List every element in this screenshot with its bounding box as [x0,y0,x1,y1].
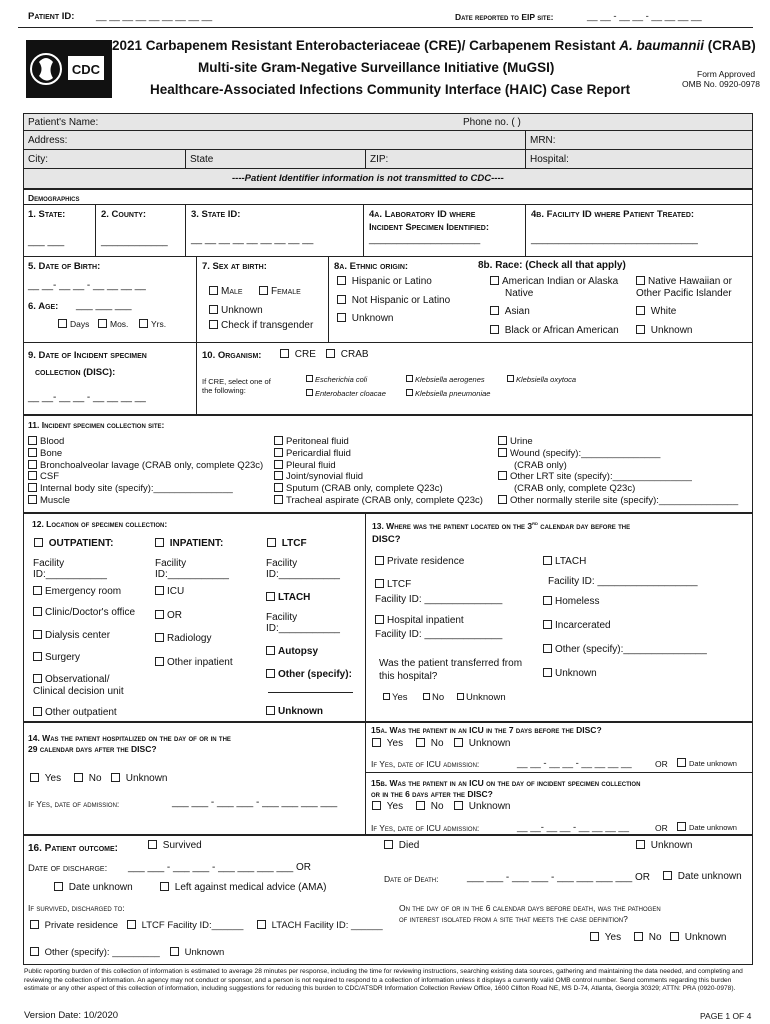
q11-item-label: Tracheal aspirate (CRAB only, complete Q23c) [286,495,483,506]
q11-col2-item[interactable] [274,460,336,471]
q4b-field[interactable]: ______________________________ [531,234,698,245]
checkbox-icon[interactable] [266,706,275,715]
checkbox-icon[interactable] [337,313,346,322]
q11-col2-item[interactable] [274,471,363,482]
checkbox-icon[interactable] [375,579,384,588]
q11-col1-item[interactable] [28,483,233,494]
q15b-unknown[interactable]: Unknown [454,801,510,812]
checkbox-icon[interactable] [155,633,164,642]
checkbox-icon[interactable] [266,669,275,678]
q12-out-facid[interactable]: ID:___________ [33,569,107,580]
q16-death-label: Date of Death: [384,874,439,884]
q16-discharge-field[interactable]: ___ ___ - ___ ___ - ___ ___ ___ ___ [128,862,294,873]
q11-col2-item[interactable] [274,448,351,459]
q12-ltcf[interactable]: LTCF [267,538,307,549]
q12-ltach-facility: Facility [266,612,298,623]
q16-section [23,835,753,965]
checkbox-icon[interactable] [372,738,381,747]
q11-item-label: Bronchoalveolar lavage (CRAB only, complete Q23c) [40,459,264,471]
state-field[interactable]: State [190,154,214,165]
q11-col2-item[interactable] [274,483,443,494]
q16-death-field[interactable]: ___ ___ - ___ ___ - ___ ___ ___ ___ [467,872,633,883]
q4a-field[interactable]: ____________________ [369,234,481,245]
q6-yrs[interactable]: Yrs. [139,319,166,329]
checkbox-icon[interactable] [634,932,643,941]
patient-id-label: Patient ID: [28,11,75,22]
q15a-or: OR [655,759,668,769]
q12-in-facid[interactable]: ID:___________ [155,569,229,580]
q12-autopsy[interactable]: Autopsy [266,646,318,657]
q11-item-label: Other normally sterile site (specify):_______________ [510,495,739,506]
title-line-2: Multi-site Gram-Negative Surveillance Initiative (MuGSI) [198,60,555,75]
q13-ltcf[interactable]: LTCF [375,579,411,590]
q12-otherout[interactable]: Other outpatient [33,707,117,718]
q8a-not-hispanic[interactable]: Not Hispanic or Latino [337,295,450,306]
checkbox-icon[interactable] [670,932,679,941]
checkbox-icon[interactable] [590,932,599,941]
checkbox-icon[interactable] [58,319,67,328]
q14-admission-field[interactable]: ___ ___ - ___ ___ - ___ ___ ___ ___ [172,797,338,808]
q14-admission-label: If Yes, date of admission: [28,799,120,809]
q11-col3-item[interactable] [498,436,533,447]
q13-unk[interactable]: Unknown [457,692,506,703]
q9-disc-field[interactable]: __ __- __ __ - __ __ __ __ [28,392,146,403]
checkbox-icon[interactable] [266,592,275,601]
checkbox-icon[interactable] [406,389,413,396]
checkbox-icon[interactable] [636,276,645,285]
q11-item-label: (CRAB only) [514,459,567,471]
q13-incarcerated[interactable]: Incarcerated [543,620,611,631]
checkbox-icon[interactable] [74,773,83,782]
q15a-dateunk[interactable]: Date unknown [677,758,737,768]
checkbox-icon[interactable] [274,448,283,457]
q13-ltcf-facid[interactable]: Facility ID: ______________ [375,594,503,605]
q12-radiology[interactable]: Radiology [155,633,211,644]
q11-col3-item[interactable] [498,495,738,506]
q12-er[interactable]: Emergency room [33,586,121,597]
q13-ltach-facid[interactable]: Facility ID: __________________ [548,576,698,587]
q10-ecoli[interactable]: Escherichia coli [306,375,367,384]
q14-yes[interactable]: Yes [30,773,61,784]
q11-item-label: Pericardial fluid [286,447,351,459]
checkbox-icon[interactable] [28,495,37,504]
checkbox-icon[interactable] [383,693,390,700]
q16-death-or: OR [635,872,650,883]
q3-stateid-field[interactable]: __ __ __ __ __ __ __ __ __ [191,234,314,245]
checkbox-icon[interactable] [209,286,218,295]
checkbox-icon[interactable] [160,882,169,891]
q11-col1-item[interactable] [28,471,59,482]
checkbox-icon[interactable] [148,840,157,849]
q12-clinic[interactable]: Clinic/Doctor's office [33,607,135,618]
q9-disc-label-2: collection (DISC): [35,367,116,378]
q1-state-label: 1. State: [28,209,66,220]
q12-ltcf-facility: Facility [266,558,298,569]
checkbox-icon[interactable] [127,920,136,929]
q13-unknown[interactable]: Unknown [543,668,597,679]
q11-col1-item[interactable] [28,460,263,471]
q11-col3-item[interactable] [498,448,660,459]
q16-dateunk[interactable]: Date unknown [54,882,133,893]
q16-unk[interactable]: Unknown [170,947,224,958]
q16-died[interactable]: Died [384,840,419,851]
burden-statement: Public reporting burden of this collection of information is estimated to average 28 minutes per response, including the time for reviewing instructions, searching existing data sources, gathering and maintaining the data needed, and completing and reviewing the collection of information. An agency may not conduct or sponsor, and a person is not required to respond to a collection of information unless it displays a currently valid OMB control number. Send comments regarding this burden estimate or any other aspect of this collection of information, including suggestions for reducing this burden to CDC/ATSDR Information Collection Review Office, 1600 Clifton Road NE, MS D-74, Atlanta, Georgia 30329; ATTN: PRA (0920-0978). [24,968,743,993]
q16-ltach[interactable]: LTACH Facility ID: ______ [257,920,383,931]
q8b-race-label: 8b. Race: (Check all that apply) [478,260,626,271]
q13-homeless[interactable]: Homeless [543,596,599,607]
checkbox-icon[interactable] [543,644,552,653]
checkbox-icon[interactable] [498,448,507,457]
q6-age-label: 6. Age: [28,301,59,312]
page-number: PAGE 1 OF 4 [700,1011,752,1021]
q15a-icu-label: If Yes, date of ICU admission: [371,759,480,769]
q10-kpneumoniae[interactable]: Klebsiella pneumoniae [406,389,490,398]
q13-label-2: DISC? [372,534,401,545]
checkbox-icon[interactable] [375,556,384,565]
q15a-label: 15a. Was the patient in an ICU in the 7 days before the DISC? [371,725,602,735]
title-line-3: Healthcare-Associated Infections Community Interface (HAIC) Case Report [150,82,631,97]
q3-stateid-label: 3. State ID: [191,209,241,220]
q8b-unknown[interactable]: Unknown [636,325,692,336]
checkbox-icon[interactable] [33,652,42,661]
q7-male[interactable]: Male [209,286,243,297]
q5-dob-label: 5. Date of Birth: [28,261,101,272]
checkbox-icon[interactable] [34,538,43,547]
checkbox-icon[interactable] [543,668,552,677]
q15b-no[interactable]: No [416,801,444,812]
q4b-label: 4b. Facility ID where Patient Treated: [531,209,695,220]
q14-label-2: 29 calendar days after the DISC? [28,744,157,754]
q16-otherspec[interactable]: Other (specify): _________ [30,947,160,958]
q7-female[interactable]: Female [259,286,301,297]
svg-text:CDC: CDC [71,62,101,77]
q11-item-label: Muscle [40,495,71,506]
version-date: Version Date: 10/2020 [24,1010,119,1021]
checkbox-icon[interactable] [54,882,63,891]
checkbox-icon[interactable] [266,646,275,655]
q15b-label-2: or in the 6 days after the DISC? [371,789,493,799]
checkbox-icon[interactable] [490,276,499,285]
q12-unknown[interactable]: Unknown [266,706,323,717]
patient-identifier-note: ----Patient Identifier information is not transmitted to CDC---- [232,173,504,184]
checkbox-icon[interactable] [454,801,463,810]
checkbox-icon[interactable] [274,483,283,492]
checkbox-icon[interactable] [274,460,283,469]
q11-col2-item[interactable] [274,436,349,447]
q4a-label: 4a. Laboratory ID where [369,209,476,220]
checkbox-icon[interactable] [155,538,164,547]
q16-ifsurv-label: If survived, discharged to: [28,903,125,913]
patient-id-field[interactable]: __ __ __ __ __ __ __ __ __ [96,11,213,22]
checkbox-icon[interactable] [28,460,37,469]
checkbox-icon[interactable] [384,840,393,849]
q10-cre[interactable]: CRE [280,349,316,360]
q13-ltach[interactable]: LTACH [543,556,586,567]
q2-county-field[interactable]: ____________ [101,236,168,247]
q8b-aian[interactable]: American Indian or Alaska [490,276,618,287]
checkbox-icon[interactable] [490,325,499,334]
q11-col2-item[interactable] [274,495,483,506]
q11-col1-item[interactable] [28,448,62,459]
q12-obs[interactable]: Observational/ [33,674,109,685]
q8b-aian-2: Native [505,288,534,299]
q8b-asian[interactable]: Asian [490,306,530,317]
checkbox-icon[interactable] [543,556,552,565]
checkbox-icon[interactable] [337,276,346,285]
q8b-nhpi-2: Other Pacific Islander [636,288,732,299]
q14-unknown[interactable]: Unknown [111,773,167,784]
q11-item-label: CSF [40,471,59,483]
checkbox-icon[interactable] [257,920,266,929]
q12-ltcf-facid[interactable]: ID:___________ [266,569,340,580]
q13-hospital[interactable]: Hospital inpatient [375,615,464,626]
date-eip-label: Date reported to EIP site: [455,12,554,22]
q8a-unknown[interactable]: Unknown [337,313,393,324]
q12-ltach[interactable]: LTACH [266,592,310,603]
q11-col3-item[interactable] [498,471,692,482]
checkbox-icon[interactable] [636,840,645,849]
checkbox-icon[interactable] [423,693,430,700]
patient-name-field[interactable]: Patient's Name: [28,117,99,128]
q11-item-label: Peritoneal fluid [286,436,349,447]
q13-transferred: Was the patient transferred from [379,658,523,669]
q6-age-field[interactable]: ___ ___ ___ [76,300,132,311]
checkbox-icon[interactable] [155,610,164,619]
q15b-icu-field[interactable]: __ __- __ __ - __ __ __ __ [517,822,629,833]
checkbox-icon[interactable] [98,319,107,328]
q13-other[interactable]: Other (specify):_______________ [543,644,707,655]
q12-icu[interactable]: ICU [155,586,184,597]
q12-out-facility: Facility [33,558,65,569]
q16-path-yes[interactable]: Yes [590,932,621,943]
checkbox-icon[interactable] [326,349,335,358]
q16-label: 16. Patient outcome: [28,843,118,854]
checkbox-icon[interactable] [457,693,464,700]
checkbox-icon[interactable] [139,319,148,328]
q14-no[interactable]: No [74,773,102,784]
checkbox-icon[interactable] [28,436,37,445]
checkbox-icon[interactable] [490,306,499,315]
q13-private[interactable]: Private residence [375,556,464,567]
q15b-or: OR [655,823,668,833]
mrn-field[interactable]: MRN: [530,135,556,146]
q11-item-label: Internal body site (specify):_______________ [40,483,233,495]
city-field[interactable]: City: [28,154,48,165]
checkbox-icon[interactable] [33,630,42,639]
q11-item-label: Sputum (CRAB only, complete Q23c) [286,483,443,495]
checkbox-icon[interactable] [155,586,164,595]
q4a-label-2: Incident Specimen Identified: [369,222,490,233]
q11-item-label: (CRAB only, complete Q23c) [514,483,636,495]
q12-in-facility: Facility [155,558,187,569]
checkbox-icon[interactable] [155,657,164,666]
q13-label: 13. Where was the patient located on the 3rd calendar day before the [372,521,631,531]
q13-hospital-facid[interactable]: Facility ID: ______________ [375,629,503,640]
q15b-yes[interactable]: Yes [372,801,403,812]
cdc-logo [26,40,112,98]
checkbox-icon[interactable] [677,822,686,831]
q10-organism-label: 10. Organism: [202,350,262,361]
checkbox-icon[interactable] [111,773,120,782]
hospital-field[interactable]: Hospital: [530,154,569,165]
q7-transgender[interactable]: Check if transgender [209,320,313,331]
zip-field[interactable]: ZIP: [370,154,389,165]
q10-ecloacae[interactable]: Enterobacter cloacae [306,389,386,398]
checkbox-icon[interactable] [416,801,425,810]
q11-item-label: Urine [510,436,533,447]
checkbox-icon[interactable] [170,947,179,956]
q15a-yes[interactable]: Yes [372,738,403,749]
phone-field[interactable]: Phone no. ( ) [463,117,521,128]
omb-number: OMB No. 0920-0978 [682,79,760,89]
q12-inpatient[interactable]: INPATIENT: [155,538,223,549]
checkbox-icon[interactable] [28,483,37,492]
q12-surgery[interactable]: Surgery [33,652,80,663]
q12-label: 12. Location of specimen collection: [32,519,168,529]
checkbox-icon[interactable] [209,320,218,329]
q12-otherin[interactable]: Other inpatient [155,657,233,668]
checkbox-icon[interactable] [33,674,42,683]
checkbox-icon[interactable] [543,620,552,629]
checkbox-icon[interactable] [636,306,645,315]
q15a-no[interactable]: No [416,738,444,749]
q12-dialysis[interactable]: Dialysis center [33,630,110,641]
q11-item-label: Blood [40,436,65,447]
checkbox-icon[interactable] [543,596,552,605]
q16-private[interactable]: Private residence [30,920,118,931]
q16-death-dateunk[interactable]: Date unknown [663,871,742,882]
q8b-nhpi[interactable]: Native Hawaiian or [636,276,732,287]
q11-col1-item[interactable] [28,495,70,506]
q2-county-label: 2. County: [101,209,147,220]
q5-dob-field[interactable]: __ __- __ __ - __ __ __ __ [28,280,146,291]
q15a-unknown[interactable]: Unknown [454,738,510,749]
checkbox-icon[interactable] [33,707,42,716]
checkbox-icon[interactable] [33,607,42,616]
q7-unknown[interactable]: Unknown [209,305,263,316]
checkbox-icon[interactable] [498,471,507,480]
q16-pathogen-1: On the day of or in the 6 calendar days before death, was the pathogen [399,903,661,913]
q12-otherspec[interactable]: Other (specify): [266,669,352,680]
q11-item-label: Wound (specify):_______________ [510,447,661,459]
checkbox-icon[interactable] [274,436,283,445]
title-line-1: 2021 Carbapenem Resistant Enterobacteriaceae (CRE)/ Carbapenem Resistant A. baumannii (CRAB) [112,38,756,53]
q10-koxytoca[interactable]: Klebsiella oxytoca [507,375,576,384]
checkbox-icon[interactable] [274,471,283,480]
q6-days[interactable]: Days [58,319,89,329]
q11-label: 11. Incident specimen collection site: [28,420,165,430]
q8a-hispanic[interactable]: Hispanic or Latino [337,276,432,287]
checkbox-icon[interactable] [28,471,37,480]
q16-or: OR [296,862,311,873]
q8b-black[interactable]: Black or African American [490,325,619,336]
checkbox-icon[interactable] [30,773,39,782]
checkbox-icon[interactable] [375,615,384,624]
checkbox-icon[interactable] [274,495,283,504]
checkbox-icon[interactable] [406,375,413,382]
q13-yes[interactable]: Yes [383,692,408,703]
date-eip-field[interactable]: __ __ - __ __ - __ __ __ __ [587,11,702,22]
q14-label: 14. Was the patient hospitalized on the day of or in the [28,733,231,743]
checkbox-icon[interactable] [306,389,313,396]
q8b-white[interactable]: White [636,306,676,317]
checkbox-icon[interactable] [498,495,507,504]
q11-col3-item[interactable] [514,460,567,471]
checkbox-icon[interactable] [259,286,268,295]
q16-ltcf[interactable]: LTCF Facility ID:______ [127,920,243,931]
checkbox-icon[interactable] [30,920,39,929]
q11-item-label: Pleural fluid [286,459,336,471]
q1-state-field[interactable]: ___ ___ [28,236,65,247]
checkbox-icon[interactable] [337,295,346,304]
q11-item-label: Other LRT site (specify):_______________ [510,471,692,483]
checkbox-icon[interactable] [498,436,507,445]
q16-unknown[interactable]: Unknown [636,840,692,851]
q6-mos[interactable]: Mos. [98,319,128,329]
checkbox-icon[interactable] [280,349,289,358]
q16-survived[interactable]: Survived [148,840,202,851]
checkbox-icon[interactable] [372,801,381,810]
q15b-icu-label: If Yes, date of ICU admission: [371,823,480,833]
q15b-label: 15b. Was the patient in an ICU on the day of incident specimen collection [371,778,641,788]
demographics-title: Demographics [28,193,80,203]
checkbox-icon[interactable] [507,375,514,382]
q16-pathogen-2: of interest isolated from a site that meets the case definition? [399,914,628,924]
checkbox-icon[interactable] [33,586,42,595]
checkbox-icon[interactable] [267,538,276,547]
q16-path-no[interactable]: No [634,932,662,943]
checkbox-icon[interactable] [677,758,686,767]
q12-obs-2: Clinical decision unit [33,686,124,697]
q12-outpatient[interactable]: OUTPATIENT: [34,538,113,549]
address-field[interactable]: Address: [28,135,68,146]
q11-item-label: Bone [40,447,63,459]
q9-disc-label: 9. Date of Incident specimen [28,350,147,361]
q12-or[interactable]: OR [155,610,182,621]
form-approved: Form Approved [697,69,756,79]
q12-ltach-facid[interactable]: ID:___________ [266,623,340,634]
q15a-icu-field[interactable]: __ __ - __ __ - __ __ __ __ [517,758,632,769]
checkbox-icon[interactable] [306,375,313,382]
checkbox-icon[interactable] [454,738,463,747]
q13-transferred-2: this hospital? [379,671,438,682]
checkbox-icon[interactable] [663,871,672,880]
q8a-ethnic-label: 8a. Ethnic origin: [334,261,409,272]
q11-col1-item[interactable] [28,436,64,447]
q16-discharge-label: Date of discharge: [28,863,108,874]
q10-ifcre: If CRE, select one of [202,377,271,386]
q16-path-unknown[interactable]: Unknown [670,932,726,943]
checkbox-icon[interactable] [209,305,218,314]
q11-col3-item[interactable] [514,483,635,494]
q7-sex-label: 7. Sex at birth: [202,261,267,272]
checkbox-icon[interactable] [636,325,645,334]
checkbox-icon[interactable] [28,448,37,457]
q11-item-label: Joint/synovial fluid [286,471,364,483]
checkbox-icon[interactable] [30,947,39,956]
q10-following: the following: [202,386,246,395]
q10-crab[interactable]: CRAB [326,349,369,360]
checkbox-icon[interactable] [416,738,425,747]
q10-kaerogenes[interactable]: Klebsiella aerogenes [406,375,485,384]
q16-ama[interactable]: Left against medical advice (AMA) [160,882,327,893]
q15b-dateunk[interactable]: Date unknown [677,822,737,832]
q13-no[interactable]: No [423,692,444,703]
